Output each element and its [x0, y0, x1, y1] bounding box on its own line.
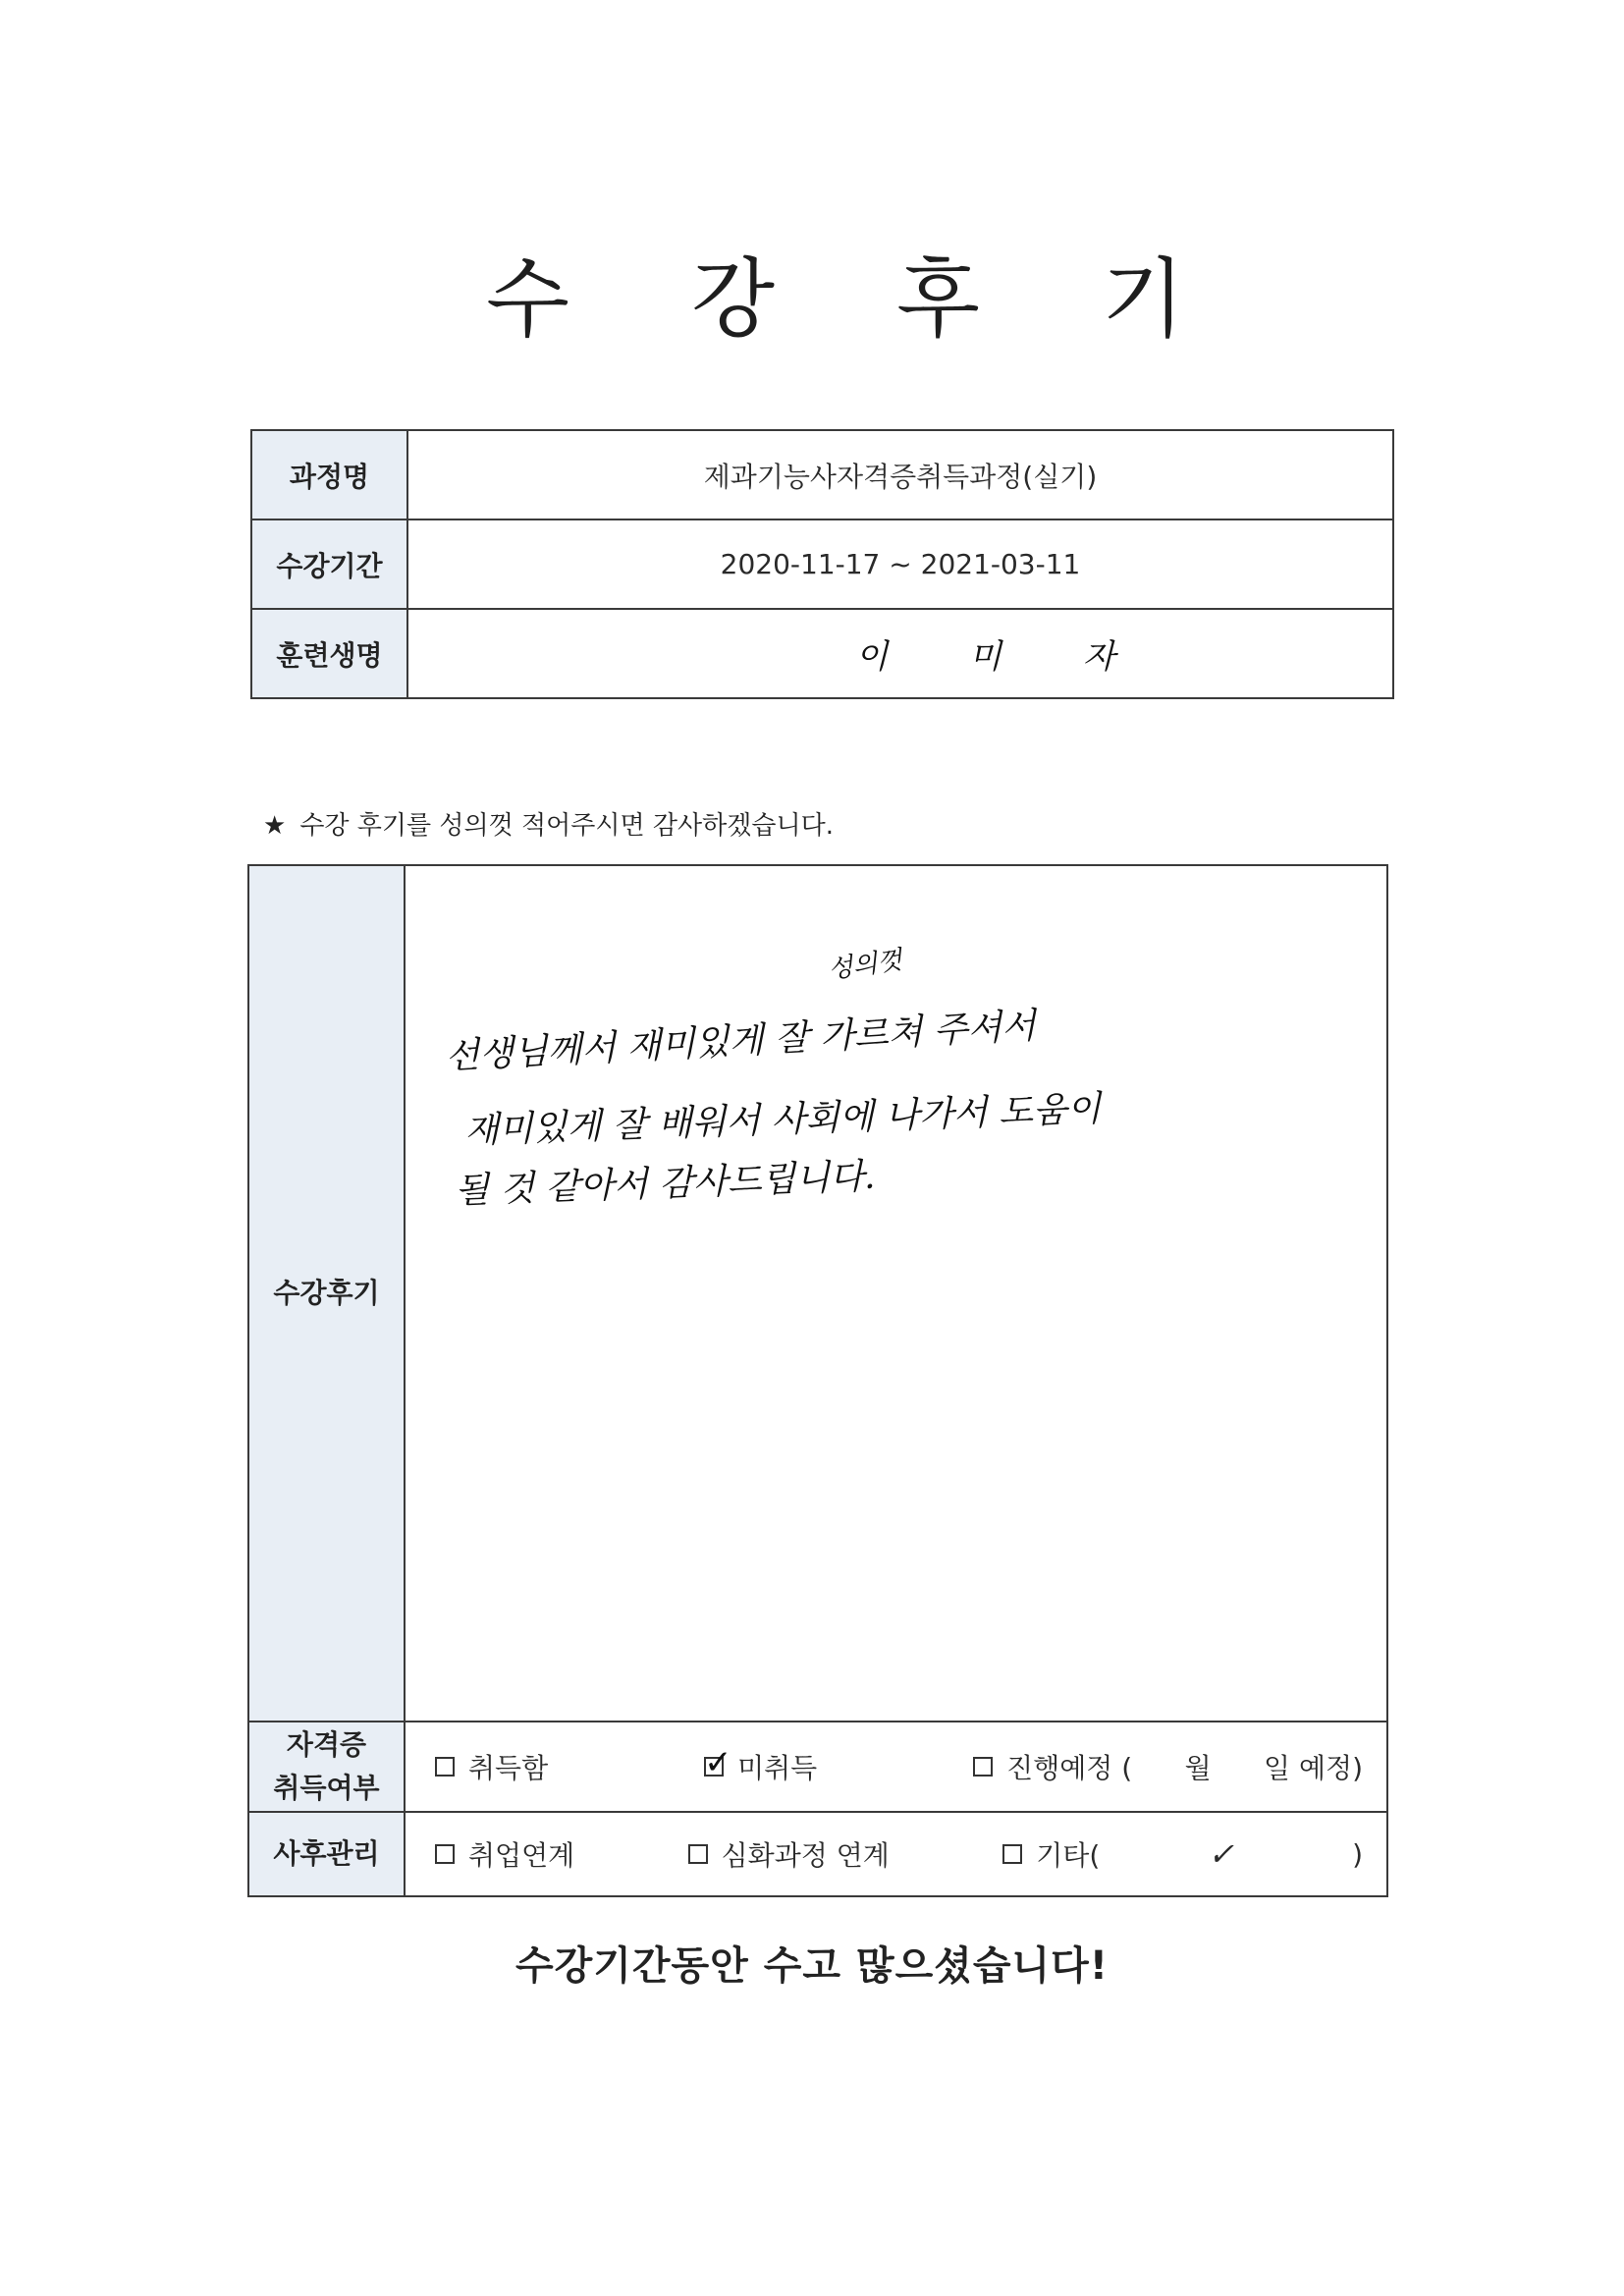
- review-line-1: 선생님께서 재미있게 잘 가르쳐 주셔서: [444, 1006, 1038, 1077]
- cert-option-acquired-label: 취득함: [468, 1752, 549, 1784]
- trainee-name-label: 훈련생명: [251, 609, 407, 698]
- instruction-text: 수강 후기를 성의껏 적어주시면 감사하겠습니다.: [299, 811, 834, 841]
- checkbox-icon[interactable]: [435, 1844, 455, 1864]
- certificate-label-line1: 자격증: [286, 1728, 367, 1761]
- aftercare-option-other-close: ): [1352, 1837, 1363, 1871]
- review-line-2: 재미있게 잘 배워서 사회에 나가서 도움이: [463, 1088, 1103, 1152]
- review-row: [248, 865, 1387, 1722]
- certificate-label-line2: 취득여부: [273, 1772, 380, 1804]
- handwritten-check-icon: ✓: [1208, 1835, 1235, 1873]
- aftercare-options: [405, 1812, 1387, 1896]
- cert-option-not-acquired-label: 미취득: [737, 1752, 818, 1784]
- trainee-name-handwritten: 이 미 자: [407, 609, 1393, 698]
- period-value: 2020-11-17 ~ 2021-03-11: [407, 519, 1393, 609]
- cert-option-scheduled-label: 진행예정 ( 월 일 예정): [1006, 1752, 1363, 1784]
- certificate-label: [248, 1722, 405, 1812]
- period-label: 수강기간: [251, 519, 407, 609]
- aftercare-row: [248, 1812, 1387, 1896]
- period-row: [251, 519, 1393, 609]
- aftercare-option-advanced[interactable]: [688, 1834, 890, 1874]
- course-row: [251, 430, 1393, 519]
- aftercare-option-employment-label: 취업연계: [468, 1839, 575, 1872]
- checkbox-icon[interactable]: [688, 1844, 708, 1864]
- instruction-note: [263, 805, 834, 842]
- checked-checkbox-icon[interactable]: [704, 1757, 724, 1777]
- aftercare-option-other[interactable]: [1002, 1834, 1363, 1874]
- aftercare-label: 사후관리: [248, 1812, 405, 1896]
- page-title: 수 강 후 기: [486, 248, 1232, 350]
- aftercare-option-other-label: 기타(: [1036, 1839, 1101, 1872]
- certificate-options: [405, 1722, 1387, 1812]
- review-line-3: 될 것 같아서 감사드립니다.: [454, 1156, 877, 1212]
- course-info-table: [250, 429, 1394, 699]
- course-value: 제과기능사자격증취득과정(실기): [407, 430, 1393, 519]
- review-table: [247, 864, 1388, 1897]
- footer-message: 수강기간동안 수고 많으셨습니다!: [514, 1943, 1110, 1989]
- certificate-row: [248, 1722, 1387, 1812]
- aftercare-option-advanced-label: 심화과정 연계: [721, 1839, 890, 1872]
- review-body: [405, 865, 1387, 1722]
- aftercare-option-employment[interactable]: [435, 1834, 574, 1874]
- review-label: 수강후기: [248, 865, 405, 1722]
- checkbox-icon[interactable]: [973, 1757, 993, 1777]
- course-label: 과정명: [251, 430, 407, 519]
- star-icon: ★: [263, 811, 287, 841]
- review-insertion-handwritten: 성의껏: [826, 945, 904, 986]
- cert-option-acquired[interactable]: [435, 1747, 548, 1786]
- cert-option-scheduled[interactable]: [973, 1747, 1363, 1786]
- checkbox-icon[interactable]: [435, 1757, 455, 1777]
- checkbox-icon[interactable]: [1002, 1844, 1022, 1864]
- cert-option-not-acquired[interactable]: [704, 1747, 817, 1786]
- trainee-row: [251, 609, 1393, 698]
